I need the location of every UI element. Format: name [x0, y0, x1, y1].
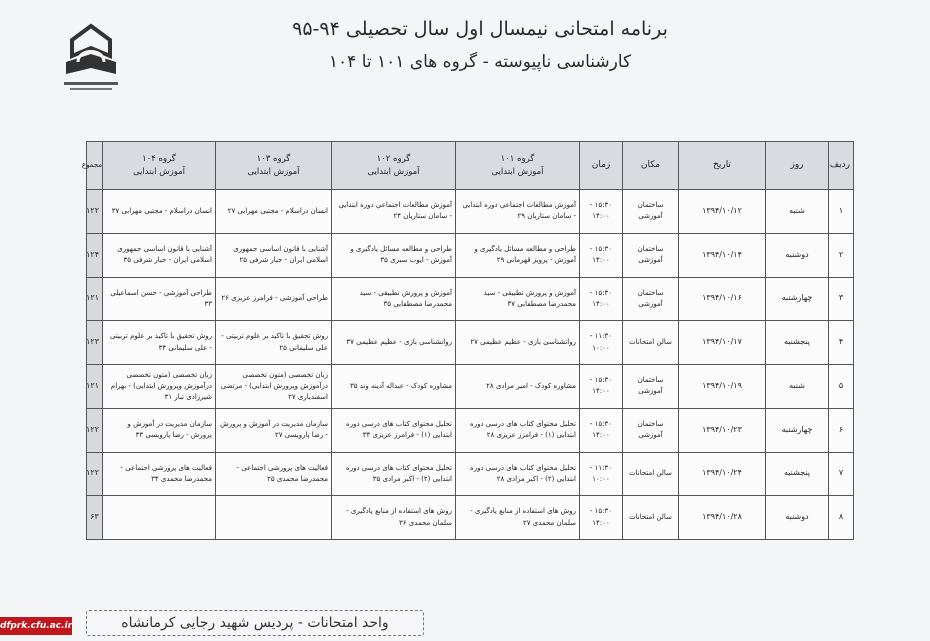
total-cell: ۱۲۲	[87, 190, 103, 234]
table-header-row	[87, 142, 854, 190]
row-number-cell: ۲	[829, 233, 854, 277]
group-101-name: گروه ۱۰۱	[500, 153, 535, 164]
date-cell: ۱۳۹۴/۱۰/۲۴	[679, 452, 766, 496]
row-number-cell: ۶	[829, 408, 854, 452]
time-cell: ۱۵:۳۰ - ۱۴:۰۰	[580, 233, 623, 277]
date-cell: ۱۳۹۴/۱۰/۱۷	[679, 321, 766, 365]
group-101-course-cell: روش های استفاده از منابع یادگیری - سلمان محمدی ۲۷	[456, 496, 580, 540]
exam-schedule-table	[81, 141, 854, 540]
table-row	[87, 496, 854, 540]
date-cell: ۱۳۹۴/۱۰/۱۶	[679, 277, 766, 321]
group-102-course-cell: آموزش مطالعات اجتماعی دوره ابتدایی - سامان ستاریان ۲۴	[332, 190, 456, 234]
col-group-102-header	[332, 142, 456, 190]
col-group-104-header	[103, 142, 216, 190]
col-day-header: روز	[766, 142, 829, 190]
place-cell: ساختمان آموزشی	[623, 277, 679, 321]
group-101-course-cell: طراحی و مطالعه مسائل یادگیری و آموزش - پرویز قهرمانی ۲۹	[456, 233, 580, 277]
row-number-cell: ۷	[829, 452, 854, 496]
group-102-name: گروه ۱۰۲	[376, 153, 411, 164]
group-102-course-cell: تحلیل محتوای کتاب های درسی دوره ابتدایی (۱) - فرامرز عزیزی ۳۴	[332, 408, 456, 452]
place-cell: سالن امتحانات	[623, 496, 679, 540]
group-103-course-cell: سازمان مدیریت در آموزش و پرورش - رضا پارویسی ۲۷	[216, 408, 332, 452]
time-cell: ۱۵:۳۰ - ۱۴:۰۰	[580, 190, 623, 234]
group-104-major: آموزش ابتدایی	[132, 166, 186, 177]
group-102-course-cell: طراحی و مطالعه مسائل یادگیری و آموزش - ایوب سبزی ۳۵	[332, 233, 456, 277]
group-102-course-cell: روش های استفاده از منابع یادگیری - سلمان محمدی ۳۶	[332, 496, 456, 540]
time-cell: ۱۵:۳۰ - ۱۴:۰۰	[580, 365, 623, 409]
group-103-name: گروه ۱۰۳	[256, 153, 291, 164]
total-cell: ۱۲۱	[87, 365, 103, 409]
group-102-major: آموزش ابتدایی	[367, 166, 420, 177]
group-103-major: آموزش ابتدایی	[247, 166, 300, 177]
row-number-cell: ۴	[829, 321, 854, 365]
total-cell: ۶۳	[87, 496, 103, 540]
group-103-course-cell	[216, 496, 332, 540]
group-101-course-cell: مشاوره کودک - امیر مرادی ۲۸	[456, 365, 580, 409]
day-cell: شنبه	[766, 190, 829, 234]
row-number-cell: ۳	[829, 277, 854, 321]
time-cell: ۱۱:۳۰ - ۱۰:۰۰	[580, 321, 623, 365]
date-cell: ۱۳۹۴/۱۰/۲۸	[679, 496, 766, 540]
date-cell: ۱۳۹۴/۱۰/۲۳	[679, 408, 766, 452]
day-cell: دوشنبه	[766, 496, 829, 540]
day-cell: پنجشنبه	[766, 452, 829, 496]
group-101-course-cell: روانشناسی بازی - عظیم عظیمی ۲۷	[456, 321, 580, 365]
group-103-course-cell: فعالیت های پرورشی اجتماعی - محمدرضا محمدی ۲۵	[216, 452, 332, 496]
site-watermark: dfprk.cfu.ac.ir	[0, 617, 72, 635]
place-cell: ساختمان آموزشی	[623, 408, 679, 452]
col-group-103-header	[216, 142, 332, 190]
group-104-course-cell	[103, 496, 216, 540]
table-row	[87, 452, 854, 496]
date-cell: ۱۳۹۴/۱۰/۱۴	[679, 233, 766, 277]
group-103-course-cell: روش تحقیق با تاکید بر علوم تربیتی - علی سلیمانی ۲۵	[216, 321, 332, 365]
place-cell: سالن امتحانات	[623, 452, 679, 496]
group-103-course-cell: زبان تخصصی (متون تخصصی درآموزش وپرورش ابتدایی) - مرتضی اسفندیاری ۲۷	[216, 365, 332, 409]
group-104-course-cell: طراحی آموزشی - حسن اسماعیلی ۳۳	[103, 277, 216, 321]
place-cell: سالن امتحانات	[623, 321, 679, 365]
table-row	[87, 190, 854, 234]
table-row	[87, 408, 854, 452]
page-title: برنامه امتحانی نیمسال اول سال تحصیلی ۹۴-۹۵	[292, 18, 668, 40]
col-group-101-header	[456, 142, 580, 190]
place-cell: ساختمان آموزشی	[623, 233, 679, 277]
time-cell: ۱۱:۳۰ - ۱۰:۰۰	[580, 452, 623, 496]
group-104-name: گروه ۱۰۴	[142, 153, 176, 164]
group-104-course-cell: فعالیت های پرورشی اجتماعی - محمدرضا محمدی ۳۴	[103, 452, 216, 496]
col-date-header: تاریخ	[679, 142, 766, 190]
total-cell: ۱۲۲	[87, 452, 103, 496]
day-cell: چهارشنبه	[766, 408, 829, 452]
col-total-header: مجموع	[87, 142, 103, 190]
group-101-course-cell: آموزش و پرورش تطبیقی - سید محمدرضا مصطفایی ۳۷	[456, 277, 580, 321]
group-104-course-cell: آشنایی با قانون اساسی جمهوری اسلامی ایران - جبار شرفی ۳۵	[103, 233, 216, 277]
page-subtitle: کارشناسی ناپیوسته - گروه های ۱۰۱ تا ۱۰۴	[328, 52, 632, 72]
group-104-course-cell: زبان تخصصی (متون تخصصی درآموزش وپرورش ابتدایی) - بهرام شیرزادی تبار ۳۱	[103, 365, 216, 409]
day-cell: دوشنبه	[766, 233, 829, 277]
table-row	[87, 277, 854, 321]
row-number-cell: ۵	[829, 365, 854, 409]
group-104-course-cell: روش تحقیق با تاکید بر علوم تربیتی - علی سلیمانی ۳۴	[103, 321, 216, 365]
col-row-header: ردیف	[829, 142, 854, 190]
table-row	[87, 365, 854, 409]
col-place-header: مکان	[623, 142, 679, 190]
time-cell: ۱۵:۳۰ - ۱۴:۰۰	[580, 408, 623, 452]
time-cell: ۱۵:۳۰ - ۱۴:۰۰	[580, 496, 623, 540]
day-cell: شنبه	[766, 365, 829, 409]
total-cell: ۱۲۱	[87, 277, 103, 321]
day-cell: چهارشنبه	[766, 277, 829, 321]
group-102-course-cell: روانشناسی بازی - عظیم عظیمی ۳۷	[332, 321, 456, 365]
row-number-cell: ۸	[829, 496, 854, 540]
total-cell: ۱۲۴	[87, 233, 103, 277]
table-row	[87, 233, 854, 277]
group-103-course-cell: آشنایی با قانون اساسی جمهوری اسلامی ایران - جبار شرفی ۲۵	[216, 233, 332, 277]
group-102-course-cell: آموزش و پرورش تطبیقی - سید محمدرضا مصطفایی ۳۵	[332, 277, 456, 321]
group-104-course-cell: سازمان مدیریت در آموزش و پرورش - رضا پارویسی ۳۳	[103, 408, 216, 452]
total-cell: ۱۲۲	[87, 408, 103, 452]
place-cell: ساختمان آموزشی	[623, 365, 679, 409]
col-time-header: زمان	[580, 142, 623, 190]
date-cell: ۱۳۹۴/۱۰/۱۲	[679, 190, 766, 234]
group-104-course-cell: انسان دراسلام - مجتبی مهرابی ۳۷	[103, 190, 216, 234]
total-cell: ۱۲۳	[87, 321, 103, 365]
group-101-course-cell: تحلیل محتوای کتاب های درسی دوره ابتدایی (۲) - اکبر مرادی ۲۸	[456, 452, 580, 496]
group-102-course-cell: تحلیل محتوای کتاب های درسی دوره ابتدایی (۲) - اکبر مرادی ۳۵	[332, 452, 456, 496]
place-cell: ساختمان آموزشی	[623, 190, 679, 234]
time-cell: ۱۵:۳۰ - ۱۴:۰۰	[580, 277, 623, 321]
footer-note: واحد امتحانات - پردیس شهید رجایی کرمانشاه	[86, 610, 424, 636]
group-101-course-cell: آموزش مطالعات اجتماعی دوره ابتدایی - سامان ستاریان ۲۹	[456, 190, 580, 234]
day-cell: پنجشنبه	[766, 321, 829, 365]
row-number-cell: ۱	[829, 190, 854, 234]
group-103-course-cell: طراحی آموزشی - فرامرز عزیزی ۲۶	[216, 277, 332, 321]
group-103-course-cell: انسان دراسلام - مجتبی مهرابی ۲۷	[216, 190, 332, 234]
group-101-course-cell: تحلیل محتوای کتاب های درسی دوره ابتدایی (۱) - فرامرز عزیزی ۲۸	[456, 408, 580, 452]
table-row	[87, 321, 854, 365]
group-101-major: آموزش ابتدایی	[491, 166, 544, 177]
group-102-course-cell: مشاوره کودک - عبداله آدینه وند ۳۵	[332, 365, 456, 409]
date-cell: ۱۳۹۴/۱۰/۱۹	[679, 365, 766, 409]
